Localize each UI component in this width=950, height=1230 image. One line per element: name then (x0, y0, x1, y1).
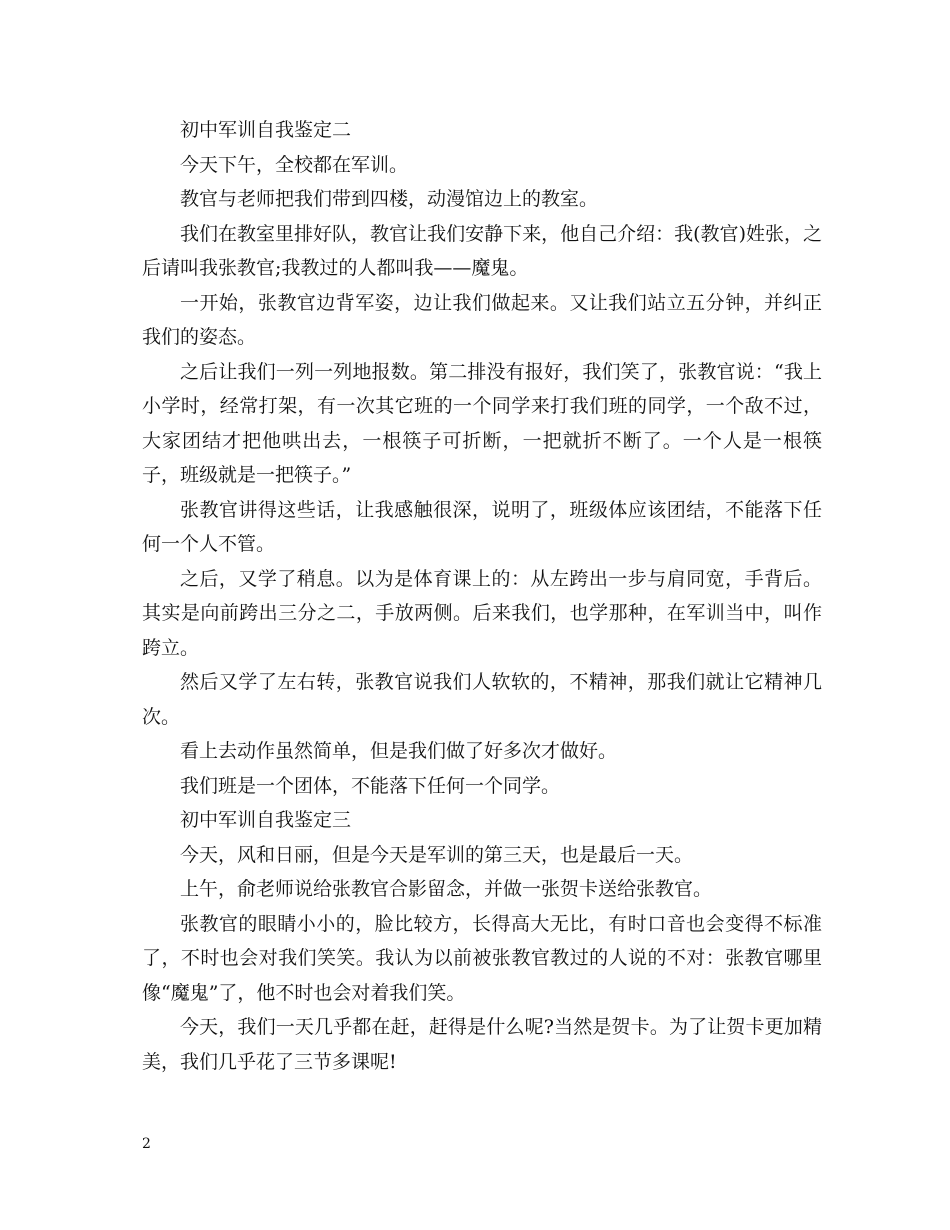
paragraph: 今天，我们一天几乎都在赶，赶得是什么呢?当然是贺卡。为了让贺卡更加精美，我们几乎花了三节多课呢! (142, 1016, 822, 1073)
paragraph: 教官与老师把我们带到四楼，动漫馆边上的教室。 (180, 188, 599, 210)
paragraph: 看上去动作虽然简单，但是我们做了好多次才做好。 (180, 740, 618, 762)
paragraph: 一开始，张教官边背军姿，边让我们做起来。又让我们站立五分钟，并纠正我们的姿态。 (142, 291, 822, 348)
paragraph: 然后又学了左右转，张教官说我们人软软的，不精神，那我们就让它精神几次。 (142, 671, 822, 728)
document-body (142, 113, 822, 1079)
paragraph: 今天，风和日丽，但是今天是军训的第三天，也是最后一天。 (180, 843, 694, 866)
paragraph: 上午，俞老师说给张教官合影留念，并做一张贺卡送给张教官。 (180, 878, 713, 900)
paragraph: 张教官的眼睛小小的，脸比较方，长得高大无比，有时口音也会变得不标准了，不时也会对我们笑笑。我认为以前被张教官教过的人说的不对：张教官哪里像“魔鬼”了，他不时也会对着我们笑。 (142, 912, 822, 1004)
page-number: 2 (142, 1136, 151, 1152)
section-heading: 初中军训自我鉴定二 (180, 119, 352, 141)
paragraph: 我们班是一个团体，不能落下任何一个同学。 (180, 774, 561, 797)
section-heading: 初中军训自我鉴定三 (180, 809, 352, 831)
paragraph: 张教官讲得这些话，让我感触很深，说明了，班级体应该团结，不能落下任何一个人不管。 (142, 498, 822, 555)
paragraph: 之后，又学了稍息。以为是体育课上的：从左跨出一步与肩同宽，手背后。其实是向前跨出三分之二，手放两侧。后来我们，也学那种，在军训当中，叫作跨立。 (142, 567, 822, 659)
paragraph: 今天下午，全校都在军训。 (180, 153, 409, 176)
paragraph: 之后让我们一列一列地报数。第二排没有报好，我们笑了，张教官说：“我上小学时，经常打架，有一次其它班的一个同学来打我们班的同学，一个敌不过，大家团结才把他哄出去，一根筷子可折断，一把就折不断了。一个人是一根筷子，班级就是一把筷子。” (142, 360, 822, 486)
paragraph: 我们在教室里排好队，教官让我们安静下来，他自己介绍：我(教官)姓张，之后请叫我张教官;我教过的人都叫我——魔鬼。 (142, 222, 822, 279)
